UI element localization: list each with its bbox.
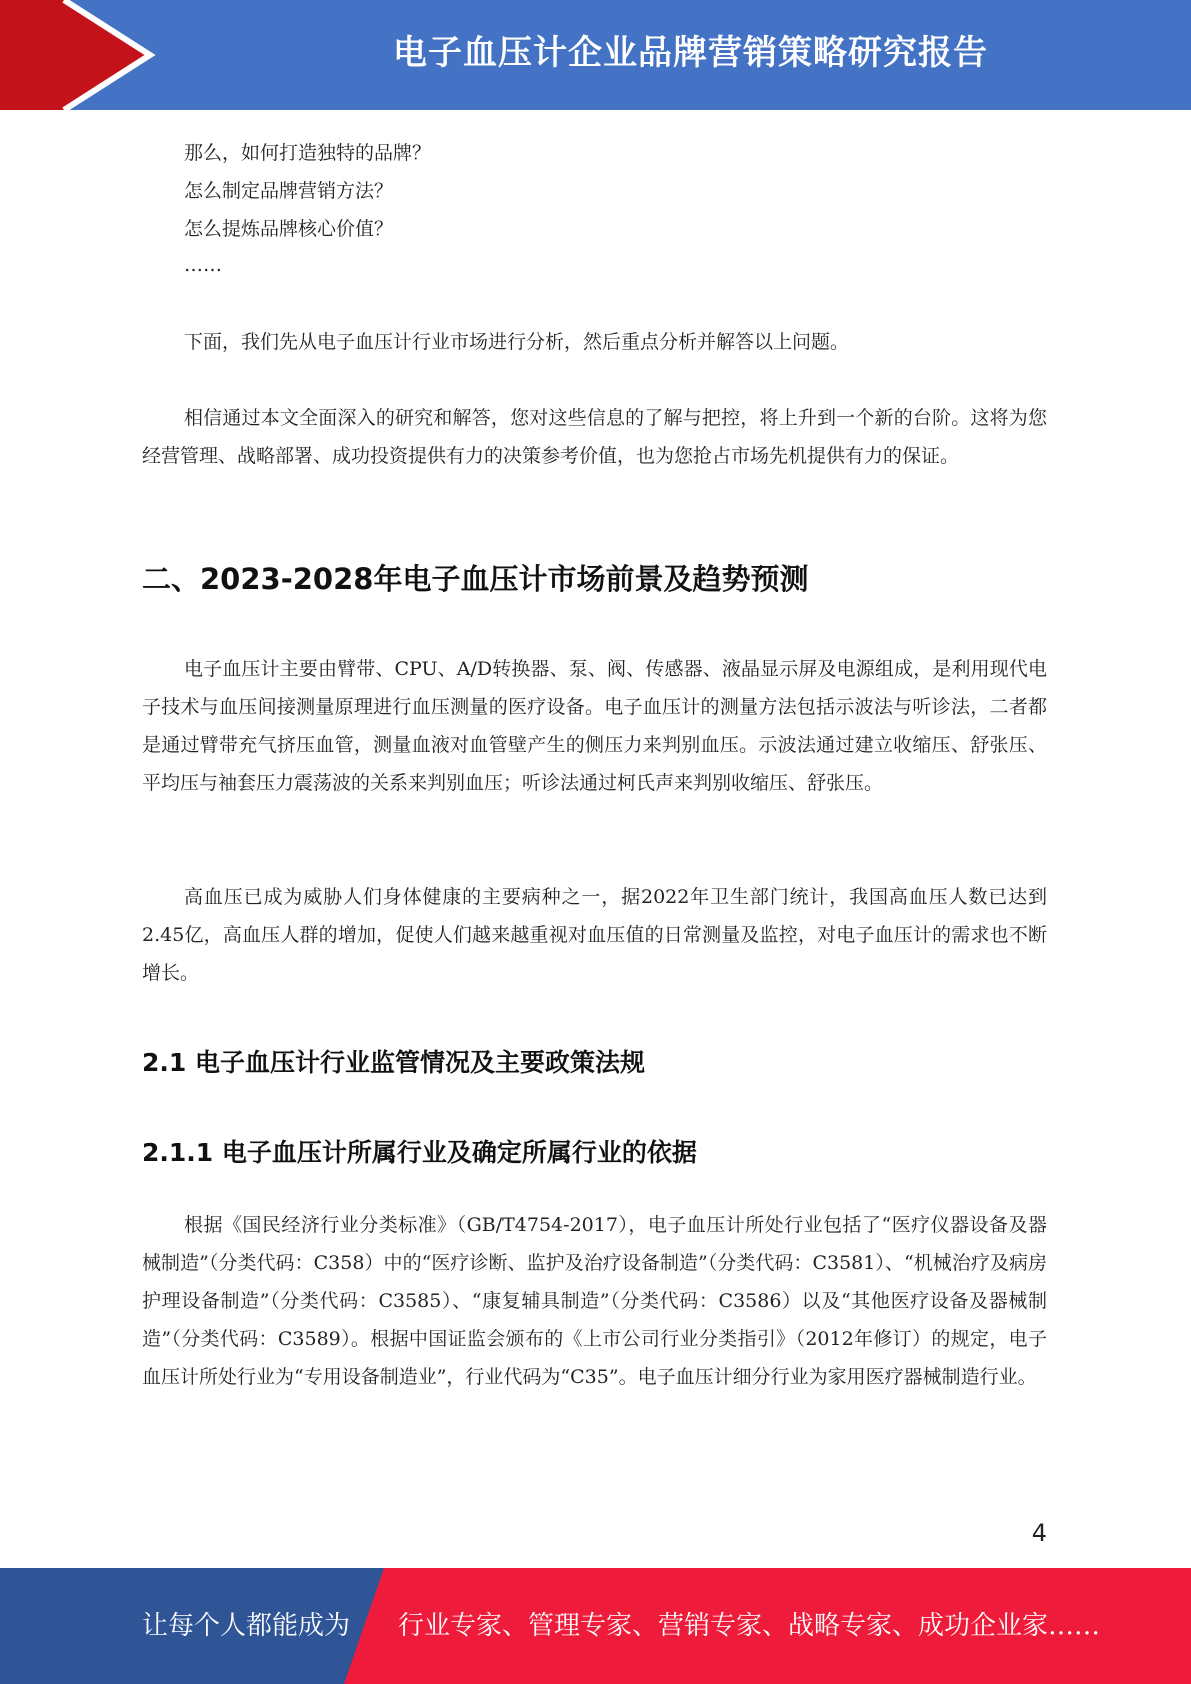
question-3: 怎么提炼品牌核心价值？	[184, 218, 394, 240]
page-number: 4	[1031, 1519, 1047, 1547]
body-paragraph-1: 电子血压计主要由臂带、CPU、A/D转换器、泵、阀、传感器、液晶显示屏及电源组成，是利用现代电子技术与血压间接测量原理进行血压测量的医疗设备。电子血压计的测量方法包括示波法与听诊法，二者都是通过臂带充气挤压血管，测量血液对血管壁产生的侧压力来判别血压。示波法通过建立收缩压、舒张压、平均压与袖套压力震荡波的关系来判别血压；听诊法通过柯氏声来判别收缩压、舒张压。	[142, 658, 1047, 794]
question-1: 那么，如何打造独特的品牌？	[184, 142, 432, 164]
intro-paragraph-2: 相信通过本文全面深入的研究和解答，您对这些信息的了解与把控，将上升到一个新的台阶。这将为您经营管理、战略部署、成功投资提供有力的决策参考价值，也为您抢占市场先机提供有力的保证。	[142, 407, 1047, 467]
intro-paragraph-1: 下面，我们先从电子血压计行业市场进行分析，然后重点分析并解答以上问题。	[184, 331, 850, 353]
footer-slogan-left: 让每个人都能成为	[142, 1611, 351, 1641]
report-title: 电子血压计企业品牌营销策略研究报告	[393, 33, 988, 73]
page-header	[0, 0, 1191, 110]
question-2: 怎么制定品牌营销方法？	[184, 180, 394, 202]
subsection-heading-2-1: 2.1 电子血压计行业监管情况及主要政策法规	[142, 1048, 645, 1077]
body-paragraph-2: 高血压已成为威胁人们身体健康的主要病种之一，据2022年卫生部门统计，我国高血压人数已达到2.45亿，高血压人群的增加，促使人们越来越重视对血压值的日常测量及监控，对电子血压计的需求也不断增长。	[142, 886, 1047, 984]
page-footer	[0, 1568, 1191, 1684]
body-paragraph-3: 根据《国民经济行业分类标准》（GB/T4754-2017），电子血压计所处行业包括了“医疗仪器设备及器械制造”（分类代码：C358）中的“医疗诊断、监护及治疗设备制造”（分类代码：C3581）、“机械治疗及病房护理设备制造”（分类代码：C3585）、“康复辅具制造”（分类代码：C3586）以及“其他医疗设备及器械制造”（分类代码：C3589）。根据中国证监会颁布的《上市公司行业分类指引》（2012年修订）的规定，电子血压计所处行业为“专用设备制造业”，行业代码为“C35”。电子血压计细分行业为家用医疗器械制造行业。	[142, 1214, 1047, 1388]
ellipsis: ……	[184, 254, 222, 276]
chevron-arrow-icon	[0, 0, 160, 110]
subsection-heading-2-1-1: 2.1.1 电子血压计所属行业及确定所属行业的依据	[142, 1138, 697, 1167]
footer-slogan-right: 行业专家、管理专家、营销专家、战略专家、成功企业家……	[398, 1611, 1101, 1641]
section-heading-2: 二、2023-2028年电子血压计市场前景及趋势预测	[142, 562, 809, 596]
